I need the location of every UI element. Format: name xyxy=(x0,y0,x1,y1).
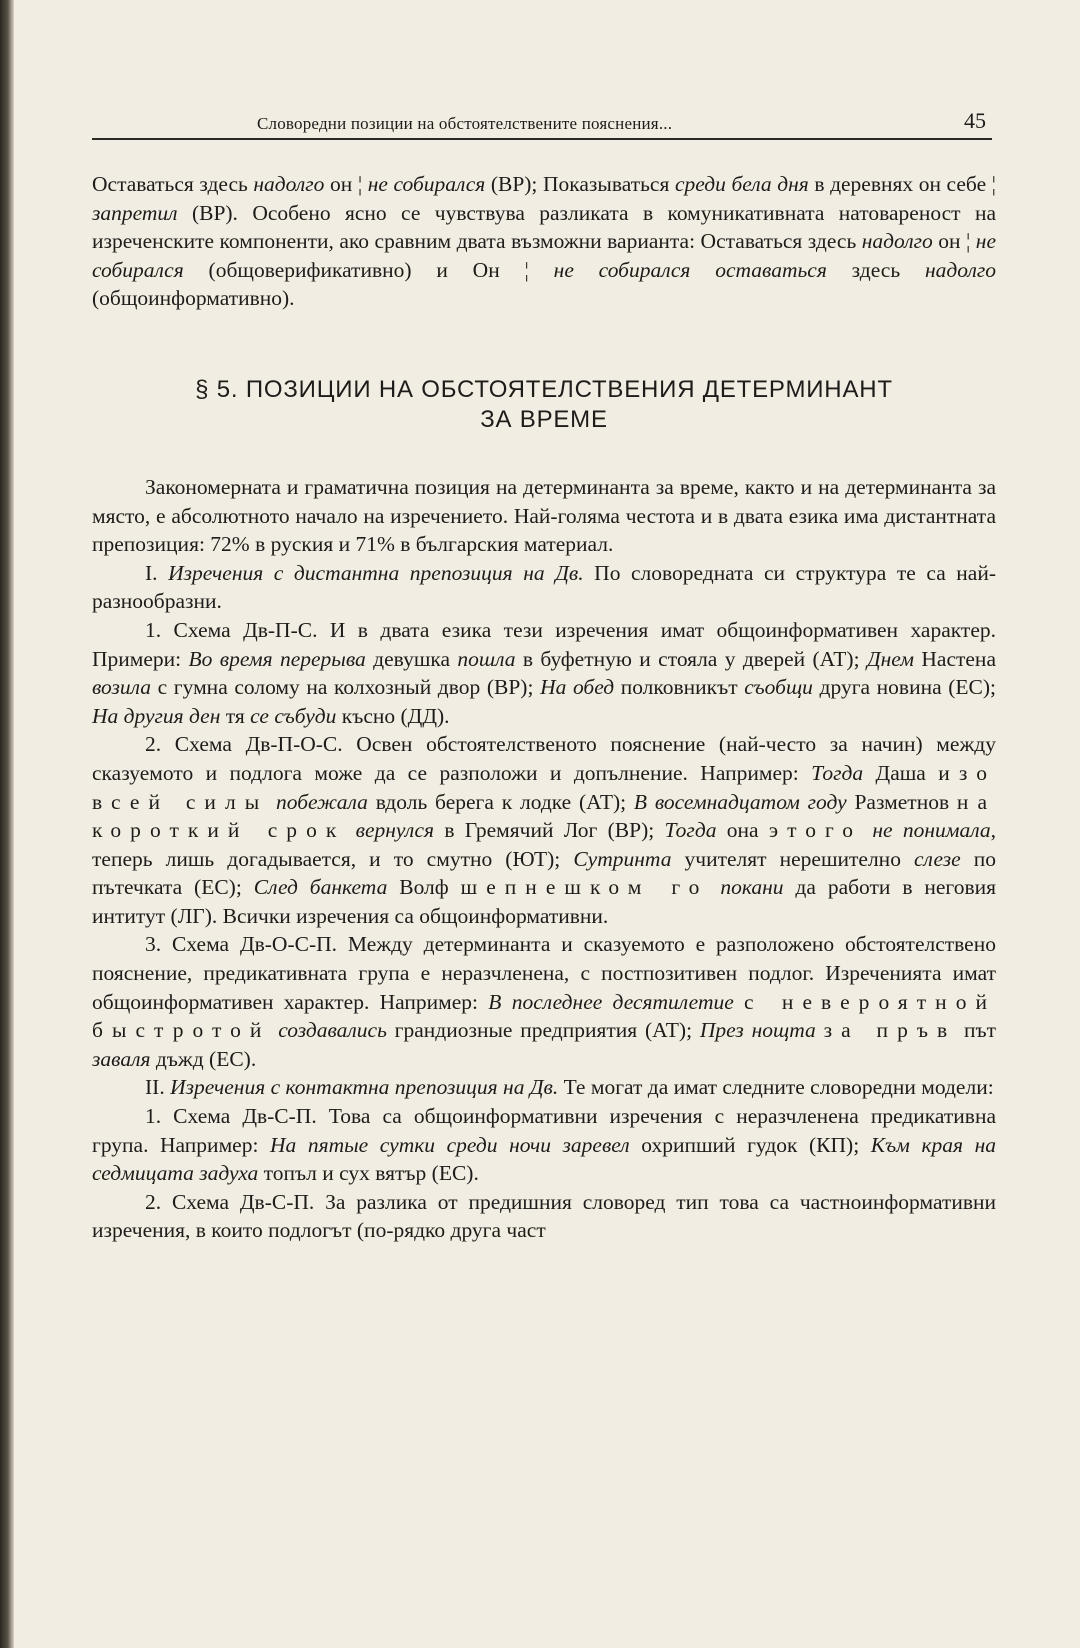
page-number: 45 xyxy=(964,108,986,133)
paragraph-scheme-2-2: 2. Схема Дв-С-П. За разлика от предишния словоред тип това са частноинформативни изречения, в които подлогът (по-рядко друга част xyxy=(92,1189,996,1243)
book-spine-shadow xyxy=(0,0,14,1648)
section-heading-line-2: ЗА ВРЕМЕ xyxy=(480,405,608,433)
section-heading-line-1: § 5. ПОЗИЦИИ НА ОБСТОЯТЕЛСТВЕНИЯ ДЕТЕРМИНАНТ xyxy=(195,375,893,403)
paragraph-scheme-1-3: 3. Схема Дв-О-С-П. Между детерминанта и сказуемото е разположено обстоятелствено пояснение, предикативната група е неразчленена, с постпозитивен подлог. Изреченията имат общоинформативен характер. Например: В последнее десятилетие с невероятной быстротой создавались грандиозные предприятия (АТ); През нощта за пръв път заваля дъжд (ЕС). xyxy=(92,932,997,1071)
paragraph-scheme-1-2: 2. Схема Дв-П-О-С. Освен обстоятелственото пояснение (най-често за начин) между сказуемото и подлога може да се разположи и допълнение. Например: Тогда Даша изо всей силы побежала вдоль берега к лодке (АТ); В восемнадцатом году Разметнов на короткий срок вернулся в Гремячий Лог (ВР); Тогда она этого не понимала, теперь лишь догадывается, и то смутно (ЮТ); Сутринта учителят нерешително слезе по пътечката (ЕС); След банкета Волф шепнешком го покани да работи в неговия интитут (ЛГ). Всички изречения са общоинформативни. xyxy=(92,732,997,928)
paragraph-part-1: I. Изречения с дистантна препозиция на Дв. По словоредната си структура те са най-разнообразни. xyxy=(92,560,997,614)
paragraph-continuation: Оставаться здесь надолго он ¦ не собирался (ВР); Показываться среди бела дня в деревнях он себе ¦ запретил (ВР). Особено ясно се чувствува разликата в комуникативната натовареност на изреченските компоненти, ако сравним двата възможни варианта: Оставаться здесь надолго он ¦ не собирался (общоверификативно) и Он ¦ не собирался оставаться здесь надолго (общоинформативно). xyxy=(92,172,996,311)
paragraph-scheme-2-1: 1. Схема Дв-С-П. Това са общоинформативни изречения с неразчленена предикативна група. Например: На пятые сутки среди ночи заревел охрипший гудок (КП); Към края на седмицата задуха топъл и сух вятър (ЕС). xyxy=(92,1104,996,1186)
page-body xyxy=(92,170,996,1245)
section-heading xyxy=(92,375,996,435)
page-header xyxy=(92,108,992,140)
paragraph-scheme-1-1: 1. Схема Дв-П-С. И в двата езика тези изречения имат общоинформативен характер. Примери: Во время перерыва девушка пошла в буфетную и стояла у дверей (АТ); Днем Настена возила с гумна солому на колхозный двор (ВР); На обед полковникът съобщи друга новина (ЕС); На другия ден тя се събуди късно (ДД). xyxy=(92,617,996,728)
running-title: Словоредни позиции на обстоятелствените пояснения... xyxy=(257,114,673,133)
paragraph-intro: Закономерната и граматична позиция на детерминанта за време, както и на детерминанта за място, е абсолютното начало на изречението. Най-голяма честота и в двата езика има дистантната препозиция: 72% в руския и 71% в българския материал. xyxy=(92,474,996,557)
paragraph-part-2: II. Изречения с контактна препозиция на Дв. Те могат да имат следните словоредни модели: xyxy=(145,1075,994,1100)
